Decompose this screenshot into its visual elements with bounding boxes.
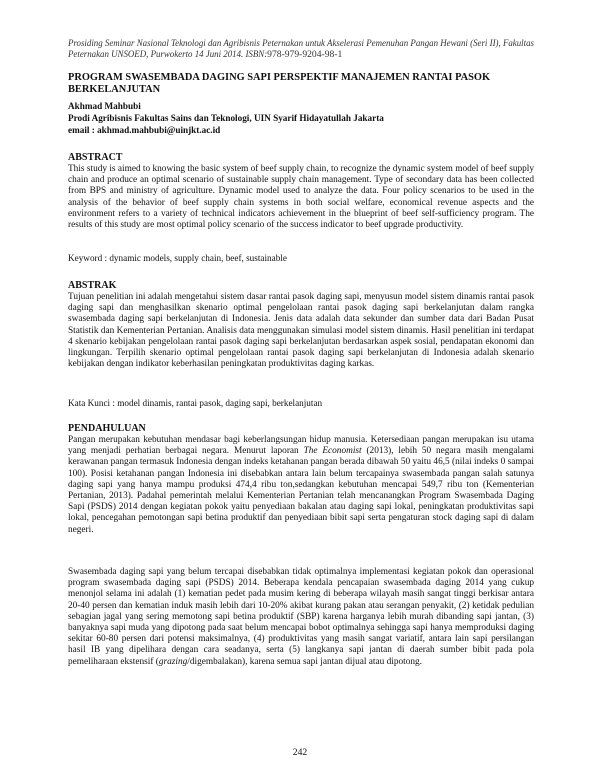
abstract-keywords: Keyword : dynamic models, supply chain, beef, sustainable [68,253,287,263]
author-email: email : akhmad.mahbubi@uinjkt.ac.id [68,125,221,135]
abstract-text: This study is aimed to knowing the basic system of beef supply chain, to recognize the dynamic system model of beef supply chain and produce an optimal scenario of sustainable supply chain management. Type of secondary data has been collected from BPS and ministry of agriculture. Dynamic model used to analyze the data. Four policy scenarios to be used in the analysis of the behavior of beef supply chain systems in both social welfare, economical revenue aspects and the environment refers to a variety of technical indicators achievement in the blueprint of beef self-sufficiency program. The results of this study are most optimal policy scenario of the success indicator to beef upgrade productivity. [68,164,534,231]
abstrak-keywords: Kata Kunci : model dinamis, rantai pasok, daging sapi, berkelanjutan [68,398,323,408]
abstract-heading: ABSTRACT [68,152,123,163]
p1-text-b: (2013), lebih 50 negara masih mengalami kerawanan pangan termasuk Indonesia dengan indeks ketahanan pangan berada dibawah 50 yaitu 46,5 (nilai indeks 0 sampai 100). Posisi ketahanan pangan Indonesia ini disebabkan antara lain belum tercapainya swasembada pangan salah satunya daging sapi yang hanya mampu produksi 474,4 ribu ton,sedangkan kebutuhan mencapai 549,7 ribu ton (Kementerian Pertanian, 2013). Padahal pemerintah melalui Kementerian Pertanian telah mencanangkan Program Swasembada Daging Sapi (PSDS) 2014 dengan kegiatan pokok yaitu penyediaan bakalan atau daging sapi lokal, peningkatan produktivitas sapi lokal, pencegahan pemotongan sapi betina produktif dan penyediaan bibit sapi serta pengaturan stock daging sapi di dalam negeri. [68,446,534,535]
header-line-2: (Seri II), Fakultas Peternakan UNSOED, Purwokerto 14 Juni 2014. ISBN: [68,38,535,59]
page-number: 242 [292,747,308,758]
p2-text-a: Swasembada daging sapi yang belum tercapai disebabkan tidak optimalnya implementasi kegiatan pokok dan operasional program swasembada daging sapi (PSDS) 2014. Beberapa kendala pencapaian swasembada daging 2014 yang cukup menonjol selama ini adalah (1) kematian pedet pada musim kering di beberapa wilayah masih sangat tinggi berkisar antara 20-40 persen dan kematian induk masih lebih dari 10-20% akibat kurang pakan atau serangan penyakit, (2) ketidak pedulian sebagian jagal yang sering memotong sapi betina produktif (SBP) karena harganya lebih murah dibanding sapi jantan, (3) banyaknya sapi muda yang dipotong pada saat belum mencapai bobot optimalnya sehingga sapi hanya memproduksi daging sekitar 60-80 persen dari potensi maksimalnya, (4) produktivitas yang masih sangat variatif, antara lain sapi persilangan hasil IB yang dipelihara dengan cara seadanya, serta (5) langkanya sapi jantan di daerah sumber bibit pada pola pemeliharaan ekstensif ( [68,567,534,667]
pendahuluan-paragraph-2 [68,567,534,668]
p1-text-a: Pangan merupakan kebutuhan mendasar bagi keberlangsungan hidup manusia. Ketersediaan pangan merupakan isu utama yang menjadi perhatian berbagai negara. Menurut laporan [68,435,534,457]
p2-emphasis: grazing [158,656,188,667]
abstrak-text: Tujuan penelitian ini adalah mengetahui sistem dasar rantai pasok daging sapi, menyusun model sistem dinamis rantai pasok daging sapi dan menghasilkan skenario optimal pengelolaan rantai pasok daging sapi berkelanjutan dalam rangka swasembada daging sapi berkelanjutan di Indonesia. Jenis data adalah data sekunder dan sumber data dari Badan Pusat Statistik dan Kementerian Pertanian. Analisis data menggunakan simulasi model sistem dinamis. Hasil penelitian ini terdapat 4 skenario kebijakan pengelolaan rantai pasok daging sapi berkelanjutan berdasarkan aspek sosial, pendapatan ekonomi dan lingkungan. Terpilih skenario optimal pengelolaan rantai pasok daging sapi berkelanjutan di Indonesia adalah skenario kebijakan dengan indikator keberhasilan peningkatan produktivitas daging karkas. [68,292,534,370]
p1-emphasis: The Economist [303,446,362,457]
header-isbn: 978-979-9204-98-1 [267,49,343,60]
pendahuluan-paragraph-1 [68,435,534,536]
running-header [68,38,534,60]
author-name: Akhmad Mahbubi [68,101,141,111]
paper-title: PROGRAM SWASEMBADA DAGING SAPI PERSPEKTIF MANAJEMEN RANTAI PASOK BERKELANJUTAN [68,72,491,95]
author-affiliation: Prodi Agribisnis Fakultas Sains dan Teknologi, UIN Syarif Hidayatullah Jakarta [68,113,384,123]
abstrak-heading: ABSTRAK [68,280,117,291]
p2-text-b: /digembalakan), karena semua sapi jantan dijual atau dipotong. [187,656,422,667]
pendahuluan-heading: PENDAHULUAN [68,423,146,434]
header-line-1: Prosiding Seminar Nasional Teknologi dan Agribisnis Peternakan untuk Akselerasi Pemenuhan Pangan Hewani [68,38,468,48]
